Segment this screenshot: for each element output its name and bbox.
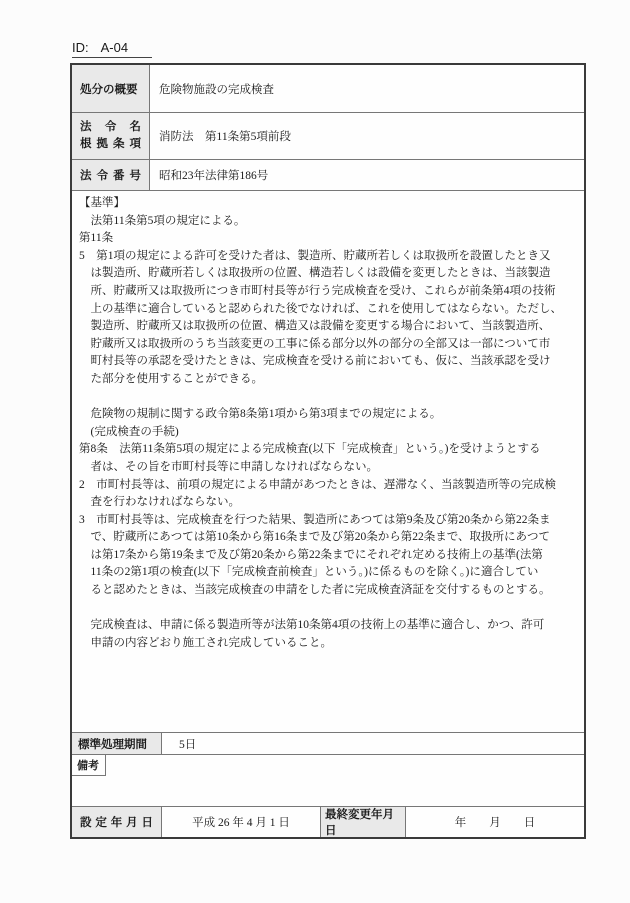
label-processing-period: 標準処理期間 bbox=[72, 733, 162, 754]
basis-text-line: 上の基準に適合していると認められた後でなければ、これを使用してはならない。ただし、 bbox=[79, 302, 562, 315]
label-law-name bbox=[72, 113, 150, 159]
document-id-value: A-04 bbox=[100, 40, 129, 55]
label-set-date bbox=[72, 807, 162, 837]
value-set-date: 平成 26 年 4 月 1 日 bbox=[162, 807, 320, 837]
basis-text-line: 3 市町村長等は、完成検査を行つた結果、製造所にあつては第9条及び第20条から第22条ま bbox=[79, 513, 551, 526]
label-law-name-line2: 根拠条項 bbox=[80, 138, 141, 150]
basis-section bbox=[72, 191, 584, 733]
document-id-label: ID: bbox=[72, 40, 89, 55]
basis-text-line: 2 市町村長等は、前項の規定による申請があつたときは、遅滞なく、当該製造所等の完成検 bbox=[79, 478, 557, 491]
value-law-number: 昭和23年法律第186号 bbox=[150, 160, 584, 190]
label-remarks: 備考 bbox=[72, 755, 106, 776]
basis-text-line: 申請の内容どおり施工され完成していること。 bbox=[79, 636, 332, 649]
label-law-number-text: 法令番号 bbox=[80, 170, 141, 182]
basis-text-line: 完成検査は、申請に係る製造所等が法第10条第4項の技術上の基準に適合し、かつ、許可 bbox=[79, 619, 545, 632]
label-set-date-text: 設定年月日 bbox=[80, 817, 153, 829]
basis-text-line: は製造所、貯蔵所若しくは取扱所の位置、構造若しくは設備を変更したときは、当該製造 bbox=[79, 267, 551, 280]
row-law-name bbox=[72, 113, 584, 160]
basis-text-line: 製造所、貯蔵所又は取扱所の位置、構造又は設備を変更する場合において、当該製造所、 bbox=[79, 320, 551, 333]
basis-text-line: 11条の2第1項の検査(以下「完成検査前検査」という。)に係るものを除く。)に適合してい bbox=[79, 566, 539, 579]
basis-text-line: 所、貯蔵所又は取扱所につき市町村長等が行う完成検査を受け、これらが前条第4項の技術 bbox=[79, 284, 556, 297]
basis-text-line: 町村長等の承認を受けたときは、完成検査を受ける前においても、仮に、当該承認を受け bbox=[79, 355, 551, 368]
basis-text-line: 貯蔵所又は取扱所のうち当該変更の工事に係る部分以外の部分の全部又は一部について市 bbox=[79, 337, 551, 350]
basis-text-line: 【基準】 bbox=[79, 197, 125, 209]
row-processing-period bbox=[72, 733, 584, 755]
remarks-section bbox=[72, 755, 584, 807]
disposition-table bbox=[70, 63, 586, 839]
document-id bbox=[72, 40, 152, 58]
basis-text-line bbox=[79, 389, 578, 407]
value-last-modified-date: 年 月 日 bbox=[406, 807, 584, 837]
basis-text-line: 第11条 bbox=[79, 232, 114, 245]
row-dates bbox=[72, 807, 584, 837]
basis-text-line: 査を行わなければならない。 bbox=[79, 496, 240, 509]
value-law-name: 消防法 第11条第5項前段 bbox=[150, 113, 584, 159]
row-law-number bbox=[72, 160, 584, 191]
basis-text-line: は第17条から第19条まで及び第20条から第22条までにそれぞれ定める技術上の基準(法第 bbox=[79, 548, 543, 561]
basis-text-line: た部分を使用することができる。 bbox=[79, 372, 263, 385]
label-law-name-line1: 法令名 bbox=[80, 121, 141, 133]
value-processing-period: 5日 bbox=[162, 733, 584, 754]
basis-text-line: 法第11条第5項の規定による。 bbox=[79, 214, 246, 227]
basis-text-line: で、貯蔵所にあつては第10条から第16条まで及び第20条から第22条まで、取扱所にあつて bbox=[79, 531, 551, 544]
value-disposition-overview: 危険物施設の完成検査 bbox=[150, 65, 584, 112]
basis-text-line: ると認めたときは、当該完成検査の申請をした者に完成検査済証を交付するものとする。 bbox=[79, 584, 551, 597]
basis-text-line: 危険物の規制に関する政令第8条第1項から第3項までの規定による。 bbox=[79, 408, 442, 421]
basis-text-line bbox=[79, 600, 578, 618]
label-last-modified-date: 最終変更年月日 bbox=[320, 807, 406, 837]
basis-text-line: 者は、その旨を市町村長等に申請しなければならない。 bbox=[79, 460, 378, 473]
basis-text bbox=[79, 195, 578, 652]
label-disposition-overview: 処分の概要 bbox=[72, 65, 150, 112]
label-law-number bbox=[72, 160, 150, 190]
row-disposition-overview bbox=[72, 65, 584, 113]
basis-text-line: 5 第1項の規定による許可を受けた者は、製造所、貯蔵所若しくは取扱所を設置したとき又 bbox=[79, 249, 551, 262]
basis-text-line: (完成検査の手続) bbox=[79, 425, 179, 438]
basis-text-line: 第8条 法第11条第5項の規定による完成検査(以下「完成検査」という。)を受けようとする bbox=[79, 443, 541, 456]
